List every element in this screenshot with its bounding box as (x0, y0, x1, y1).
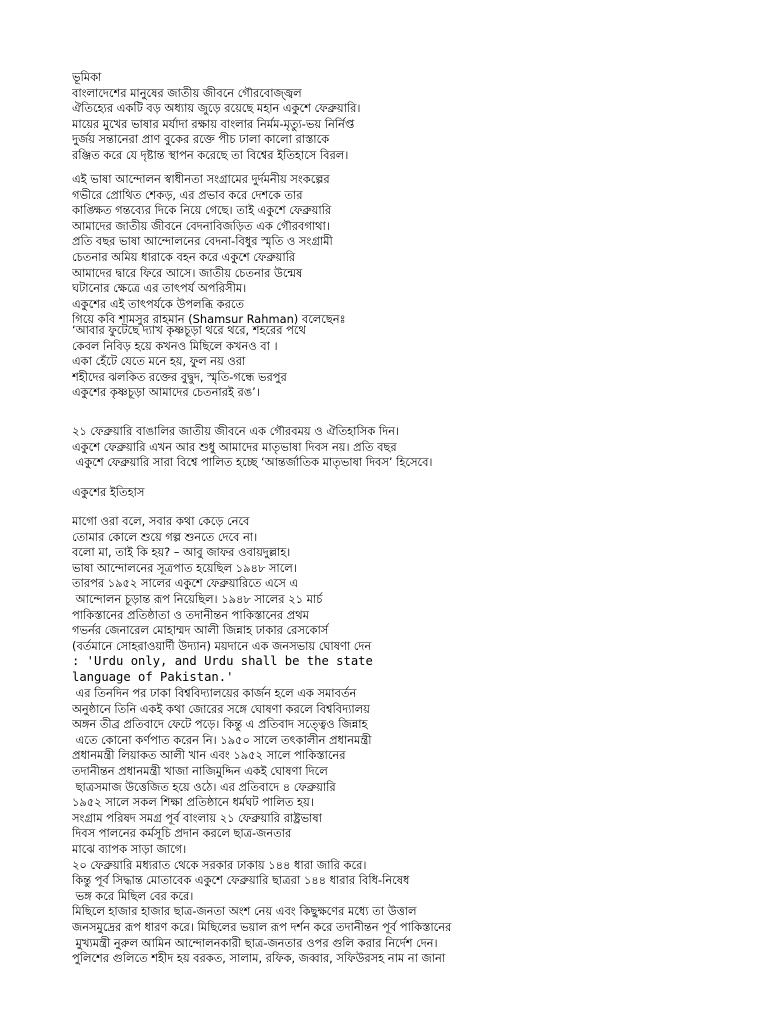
text-line: ভূমিকা (72, 70, 102, 84)
text-line: ভঙ্গ করে মিছিল বের করে। (72, 888, 194, 903)
text-line: একুশে ফেব্রুয়ারি সারা বিশ্বে পালিত হচ্ছে ‘আন্তর্জাতিক মাতৃভাষা দিবস’ হিসেবে। (72, 455, 433, 470)
text-line: তদানীন্তন প্রধানমন্ত্রী খাজা নাজিমুদ্দিন একই ঘোষণা দিলে (72, 763, 328, 778)
text-line: তারপর ১৯৫২ সালের একুশে ফেব্রুয়ারিতে এসে এ (72, 576, 299, 591)
text-line: অনুষ্ঠানে তিনি একই কথা জোরের সঙ্গে ঘোষণা করলে বিশ্ববিদ্যালয় (72, 701, 370, 716)
text-line: ১৯৫২ সালে সকল শিক্ষা প্রতিষ্ঠানে ধর্মঘট পালিত হয়। (72, 795, 314, 810)
text-line: language of Pakistan.' (72, 669, 234, 684)
text-line: ভাষা আন্দোলনের সূত্রপাত হয়েছিল ১৯৪৮ সালে। (72, 560, 297, 575)
significance-paragraph (72, 424, 762, 471)
text-line: ঐতিহ্যের একটি বড় অধ্যায় জুড়ে রয়েছে মহান একুশে ফেব্রুয়ারি। (72, 101, 361, 116)
text-line: একুশের ইতিহাস (72, 485, 145, 499)
text-line: আন্দোলন চূড়ান্ত রূপ নিয়েছিল। ১৯৪৮ সালের ২১ মার্চ (72, 591, 323, 606)
text-line: একা হেঁটে যেতে মনে হয়, ফুল নয় ওরা (72, 354, 246, 369)
text-line: মাঝে ব্যাপক সাড়া জাগে। (72, 841, 187, 856)
text-line: একুশের কৃষ্ণচূড়া আমাদের চেতনারই রঙ’। (72, 385, 260, 400)
text-line: অঙ্গন তীব্র প্রতিবাদে ফেটে পড়ে। কিন্তু এ প্রতিবাদ সত্ত্বেও জিন্নাহ (72, 717, 368, 732)
history-continued (72, 686, 762, 967)
text-line: ছাত্রসমাজ উত্তেজিত হয়ে ওঠে। এর প্রতিবাদে ৪ ফেব্রুয়ারি (72, 779, 336, 794)
history-paragraph (72, 514, 762, 654)
text-line: মুখ্যমন্ত্রী নুরুল আমিন আন্দোলনকারী ছাত্র-জনতার ওপর গুলি করার নির্দেশ দেন। (72, 935, 438, 950)
movement-paragraph (72, 172, 762, 328)
text-line: প্রধানমন্ত্রী লিয়াকত আলী খান এবং ১৯৫২ সালে পাকিস্তানের (72, 748, 346, 763)
text-line: আমাদের দ্বারে ফিরে আসে। জাতীয় চেতনার উন্মেষ (72, 265, 303, 280)
history-heading (72, 485, 762, 501)
text-line: শহীদের ঝলকিত রক্তের বুদ্বুদ, স্মৃতি-গন্ধে ভরপুর (72, 369, 287, 384)
text-line: মাগো ওরা বলে, সবার কথা কেড়ে নেবে (72, 514, 250, 528)
text-line: রঞ্জিত করে যে দৃষ্টান্ত স্থাপন করেছে তা বিশ্বের ইতিহাসে বিরল। (72, 147, 349, 162)
text-line: গভর্নর জেনারেল মোহাম্মদ আলী জিন্নাহ ঢাকার রেসকোর্স (72, 623, 329, 638)
text-line: মায়ের মুখের ভাষার মর্যাদা রক্ষায় বাংলার নির্মম-মৃত্যু-ভয় নির্নিপ্ত (72, 116, 355, 131)
text-line: গিয়ে কবি শামসুর রাহমান (Shamsur Rahman) বলেছেনঃ (72, 312, 346, 327)
text-line: এতে কোনো কর্ণপাত করেন নি। ১৯৫০ সালে তৎকালীন প্রধানমন্ত্রী (72, 732, 372, 747)
text-line: ২০ ফেব্রুয়ারি মধ্যরাত থেকে সরকার ঢাকায় ১৪৪ ধারা জারি করে। (72, 857, 367, 872)
text-line: প্রতি বছর ভাষা আন্দোলনের বেদনা-বিধুর স্মৃতি ও সংগ্রামী (72, 234, 333, 249)
intro-paragraph (72, 70, 762, 164)
text-line: ২১ ফেব্রুয়ারি বাঙালির জাতীয় জীবনে এক গৌরবময় ও ঐতিহাসিক দিন। (72, 424, 399, 438)
text-line: দিবস পালনের কর্মসূচি প্রদান করলে ছাত্র-জনতার (72, 826, 292, 841)
text-line: আমাদের জাতীয় জীবনে বেদনাবিজড়িত এক গৌরবগাথা। (72, 218, 330, 233)
text-line: একুশে ফেব্রুয়ারি এখন আর শুধু আমাদের মাতৃভাষা দিবস নয়। প্রতি বছর (72, 439, 397, 454)
text-line: এর তিনদিন পর ঢাকা বিশ্ববিদ্যালয়ের কার্জন হলে এক সমাবর্তন (72, 686, 357, 700)
text-line: (বর্তমানে সোহরাওয়ার্দী উদ্যান) ময়দানে এক জনসভায় ঘোষণা দেন (72, 638, 372, 653)
text-line: ‘আবার ফুটেছে দ্যাখ কৃষ্ণচূড়া থরে থরে, শহরের পথে (72, 323, 306, 337)
text-line: পাকিস্তানের প্রতিষ্ঠাতা ও তদানীন্তন পাকিস্তানের প্রথম (72, 607, 309, 622)
text-line: বাংলাদেশের মানুষের জাতীয় জীবনে গৌরবোজ্জ্বল (72, 85, 302, 100)
text-line: : 'Urdu only, and Urdu shall be the state (72, 654, 373, 668)
text-line: কিন্তু পূর্ব সিদ্ধান্ত মোতাবেক একুশে ফেব্রুয়ারি ছাত্ররা ১৪৪ ধারার বিধি-নিষেধ (72, 873, 410, 888)
text-line: পুলিশের গুলিতে শহীদ হয় বরকত, সালাম, রফিক, জব্বার, সফিউরসহ নাম না জানা (72, 951, 446, 966)
text-line: তোমার কোলে শুয়ে গল্প শুনতে দেবে না। (72, 529, 258, 544)
text-line: একুশের এই তাৎপর্যকে উপলব্ধি করতে (72, 296, 244, 311)
text-line: কেবল নিবিড় হয়ে কখনও মিছিলে কখনও বা । (72, 338, 278, 353)
text-line: দুর্জয় সন্তানেরা প্রাণ বুকের রক্তে পীচ ঢালা কালো রাস্তাকে (72, 132, 330, 147)
text-line: গভীরে প্রোথিত শেকড়, এর প্রভাব করে দেশকে তার (72, 187, 303, 202)
text-line: বলো মা, তাই কি হয়? – আবু জাফর ওবায়দুল্লাহ। (72, 545, 291, 560)
text-line: জনসমুদ্রের রূপ ধারণ করে। মিছিলের ভয়াল রূপ দর্শন করে তদানীন্তন পূর্ব পাকিস্তানের (72, 919, 452, 934)
text-line: চেতনার অমিয় ধারাকে বহন করে একুশে ফেব্রুয়ারি (72, 249, 296, 264)
text-line: মিছিলে হাজার হাজার ছাত্র-জনতা অংশ নেয় এবং কিছুক্ষণের মধ্যে তা উত্তাল (72, 904, 417, 919)
text-line: সংগ্রাম পরিষদ সমগ্র পূর্ব বাংলায় ২১ ফেব্রুয়ারি রাষ্ট্রভাষা (72, 810, 322, 825)
poem-quote (72, 323, 762, 401)
text-line: কাঙ্ক্ষিত গন্তব্যের দিকে নিয়ে গেছে। তাই একুশে ফেব্রুয়ারি (72, 203, 332, 218)
text-line: এই ভাষা আন্দোলন স্বাধীনতা সংগ্রামের দুর্দমনীয় সংকল্পের (72, 172, 330, 186)
text-line: ঘটানোর ক্ষেত্রে এর তাৎপর্য অপরিসীম। (72, 281, 247, 296)
jinnah-quote (72, 654, 762, 685)
